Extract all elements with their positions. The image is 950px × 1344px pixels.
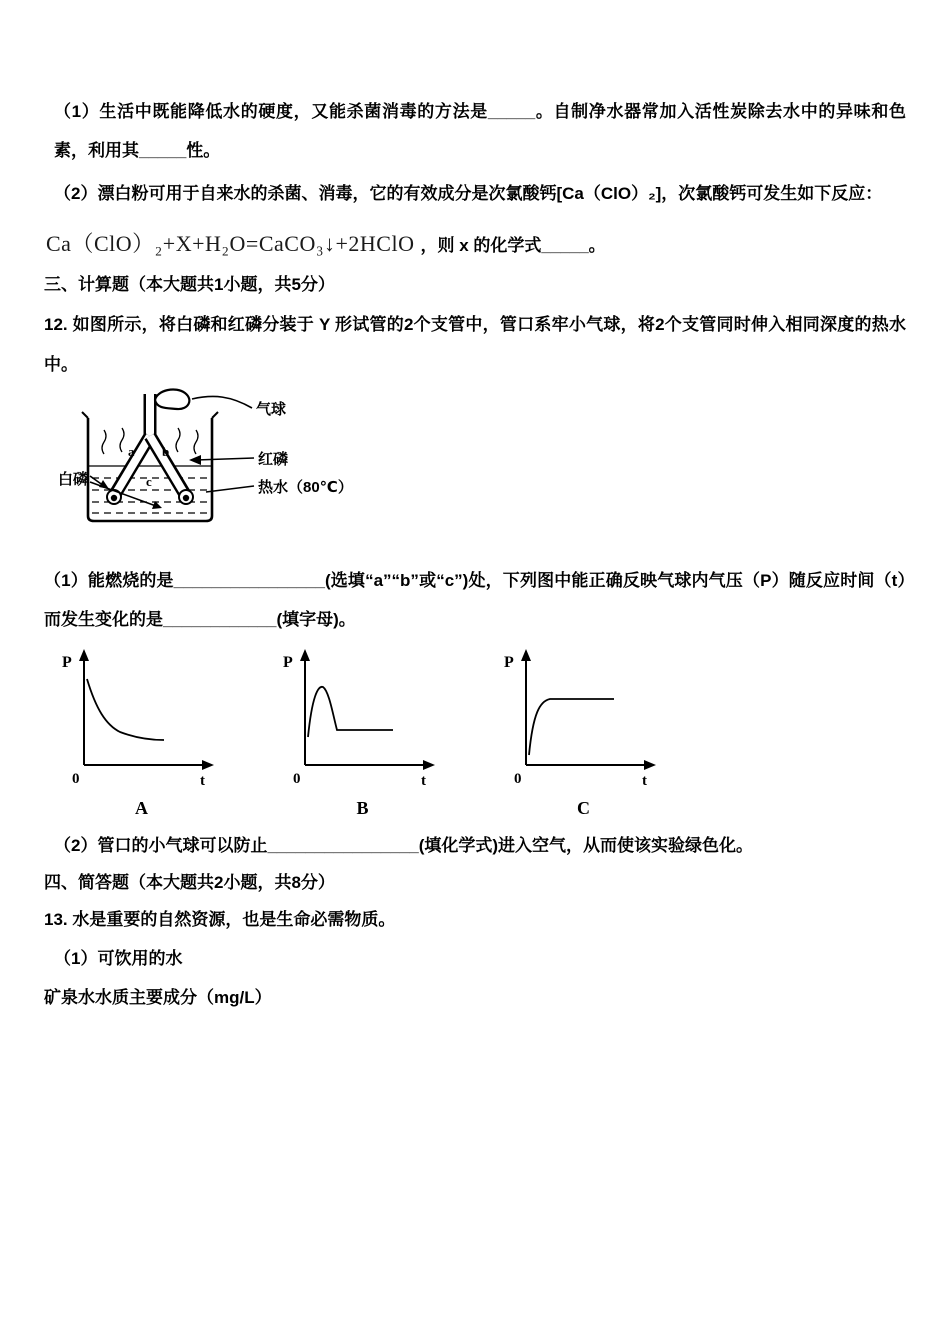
section3-heading: 三、计算题（本大题共1小题，共5分） (44, 275, 335, 295)
origin-label: 0 (514, 770, 522, 787)
q13-sub1-text: （1）可饮用的水 (54, 949, 183, 969)
curve-c (529, 699, 614, 755)
graph-b-svg (275, 645, 450, 791)
y-axis-arrow-icon (79, 649, 89, 661)
red-phosphorus-arrowhead (189, 455, 201, 465)
graph-a-letter: A (135, 797, 148, 818)
q11-part2-text: （2）漂白粉可用于自来水的杀菌、消毒，它的有效成分是次氯酸钙[Ca（ClO）₂]，次氯酸钙可发生如下反应： (54, 184, 883, 204)
curve-a (87, 679, 164, 740)
hot-water-label: 热水（80℃） (258, 478, 353, 496)
point-c-label: c (146, 473, 152, 489)
q13-table-title: 矿泉水水质主要成分（mg/L） (44, 988, 272, 1008)
balloon-icon (155, 389, 189, 409)
q12-intro-text: 12. 如图所示，将白磷和红磷分装于 Y 形试管的2个支管中，管口系牢小气球，将2个支管同时伸入相同深度的热水中。 (44, 315, 906, 374)
point-a-label: a (128, 443, 135, 459)
x-axis-arrow-icon (644, 760, 656, 770)
origin-label: 0 (293, 770, 301, 787)
graph-c-svg (496, 645, 671, 791)
balloon-label: 气球 (256, 400, 287, 418)
chemical-equation-line (46, 227, 906, 258)
x-axis-label: t (642, 772, 647, 789)
graph-a-svg (54, 645, 229, 791)
x-axis-label: t (200, 772, 205, 789)
x-axis-arrow-icon (202, 760, 214, 770)
y-axis-label: P (283, 653, 293, 671)
y-tube-diagram (56, 388, 906, 551)
point-b-label: b (162, 443, 170, 459)
y-axis-label: P (62, 653, 72, 671)
y-axis-label: P (504, 653, 514, 671)
q11-part1-text: （1）生活中既能降低水的硬度，又能杀菌消毒的方法是_____。自制净水器常加入活性炭除去水中的异味和色素，利用其_____性。 (54, 102, 906, 161)
q12-sub2-text: （2）管口的小气球可以防止________________(填化学式)进入空气，从而使该实验绿色化。 (54, 835, 754, 855)
origin-label: 0 (72, 770, 80, 787)
graph-c (496, 645, 671, 819)
pressure-time-graphs (54, 645, 906, 819)
y-axis-arrow-icon (300, 649, 310, 661)
graph-a (54, 645, 229, 819)
white-phosphorus-label: 白磷 (58, 470, 89, 488)
red-phosphorus-leader-line (196, 458, 254, 460)
section4-heading: 四、简答题（本大题共2小题，共8分） (44, 872, 335, 892)
y-tube-diagram-svg (56, 388, 396, 546)
graph-b-letter: B (356, 797, 369, 818)
graph-b (275, 645, 450, 819)
x-axis-arrow-icon (423, 760, 435, 770)
graph-c-letter: C (577, 797, 590, 818)
q12-sub1-text: （1）能燃烧的是________________(选填“a”“b”或“c”)处，下列图中能正确反映气球内气压（P）随反应时间（t）而发生变化的是____________(填字母)。 (44, 570, 906, 629)
x-axis-label: t (421, 772, 426, 789)
q13-intro-text: 13. 水是重要的自然资源，也是生命必需物质。 (44, 910, 396, 930)
chemical-equation-tail: ，则 x 的化学式_____。 (420, 236, 606, 256)
curve-b (308, 687, 393, 737)
chemical-equation: Ca（ClO）₂+X+H₂O=CaCO₃↓+2HClO (46, 231, 415, 257)
red-phosphorus-label: 红磷 (258, 450, 289, 468)
balloon-leader-line (192, 396, 252, 408)
y-axis-arrow-icon (521, 649, 531, 661)
